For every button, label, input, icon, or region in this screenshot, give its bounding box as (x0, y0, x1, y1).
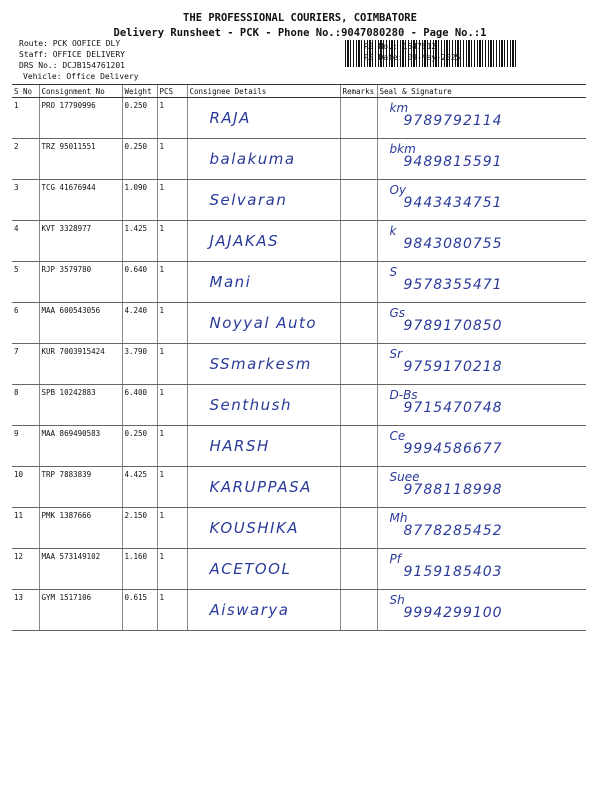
table-row (12, 303, 586, 344)
consignee-handwriting: Aiswarya (209, 601, 290, 619)
table-row (12, 344, 586, 385)
handwritten-phone-number: 9715470748 (403, 400, 503, 416)
signature-scribble: k (389, 224, 397, 238)
consignment-number-cell: PRO 17790996 (39, 98, 122, 139)
consignee-handwriting: Noyyal Auto (209, 314, 318, 332)
table-row (12, 385, 586, 426)
sno-cell: 3 (12, 180, 39, 221)
consignee-handwriting: ACETOOL (209, 560, 292, 578)
weight-cell: 0.250 (122, 426, 157, 467)
consignee-cell (187, 344, 340, 385)
sno-cell: 5 (12, 262, 39, 303)
rs-date-field: RS Date: 09-May-2025 (364, 53, 461, 62)
pcs-cell: 1 (157, 303, 187, 344)
handwritten-phone-number: 9578355471 (403, 277, 503, 293)
handwritten-phone-number: 9789170850 (403, 318, 503, 334)
weight-cell: 1.090 (122, 180, 157, 221)
route-field: Route: PCK OOFICE DLY (19, 39, 121, 48)
sno-cell: 1 (12, 98, 39, 139)
consignment-number-cell: KUR 7003915424 (39, 344, 122, 385)
consignment-number-cell: MAA 600543056 (39, 303, 122, 344)
consignee-handwriting: RAJA (209, 109, 251, 127)
signature-scribble: km (389, 101, 409, 115)
handwritten-phone-number: 9788118998 (403, 482, 503, 498)
col-sno-header: S No (12, 85, 39, 98)
weight-cell: 4.425 (122, 467, 157, 508)
handwritten-phone-number: 9489815591 (403, 154, 503, 170)
sno-cell: 6 (12, 303, 39, 344)
table-row (12, 139, 586, 180)
consignee-handwriting: Mani (209, 273, 252, 291)
pcs-cell: 1 (157, 344, 187, 385)
table-row (12, 426, 586, 467)
consignee-cell (187, 303, 340, 344)
remarks-cell (340, 303, 377, 344)
signature-scribble: D-Bs (389, 388, 418, 402)
consignment-number-cell: KVT 3328977 (39, 221, 122, 262)
consignee-cell (187, 180, 340, 221)
handwritten-phone-number: 9759170218 (403, 359, 503, 375)
table-row (12, 549, 586, 590)
consignee-handwriting: Senthush (209, 396, 292, 414)
signature-scribble: Sr (389, 347, 403, 361)
consignment-number-cell: MAA 869490583 (39, 426, 122, 467)
signature-scribble: Gs (389, 306, 406, 320)
signature-scribble: bkm (389, 142, 416, 156)
table-body (12, 98, 586, 631)
drs-number-field: DRS No.: DCJB154761201 (19, 61, 125, 70)
consignee-handwriting: KARUPPASA (209, 478, 312, 496)
pcs-cell: 1 (157, 549, 187, 590)
pcs-cell: 1 (157, 262, 187, 303)
runsheet-table (12, 84, 586, 631)
signature-scribble: Suee (389, 470, 420, 484)
seal-signature-cell (377, 303, 586, 344)
consignee-cell (187, 98, 340, 139)
seal-signature-cell (377, 426, 586, 467)
consignment-number-cell: PMK 1387666 (39, 508, 122, 549)
col-seal-header: Seal & Signature (377, 85, 586, 98)
weight-cell: 0.250 (122, 139, 157, 180)
runsheet-subtitle: Delivery Runsheet - PCK - Phone No.:9047080280 - Page No.:1 (113, 27, 487, 39)
table-row (12, 180, 586, 221)
sno-cell: 7 (12, 344, 39, 385)
sno-cell: 8 (12, 385, 39, 426)
weight-cell: 4.240 (122, 303, 157, 344)
consignment-number-cell: RJP 3579780 (39, 262, 122, 303)
consignment-number-cell: TRP 7883839 (39, 467, 122, 508)
pcs-cell: 1 (157, 139, 187, 180)
consignment-number-cell: SPB 10242883 (39, 385, 122, 426)
consignee-handwriting: balakuma (209, 150, 296, 168)
weight-cell: 1.160 (122, 549, 157, 590)
remarks-cell (340, 467, 377, 508)
table-row (12, 508, 586, 549)
sno-cell: 10 (12, 467, 39, 508)
handwritten-phone-number: 9159185403 (403, 564, 503, 580)
signature-scribble: S (389, 265, 398, 279)
col-pcs-header: PCS (157, 85, 187, 98)
seal-signature-cell (377, 590, 586, 631)
table-row (12, 262, 586, 303)
remarks-cell (340, 180, 377, 221)
handwritten-phone-number: 9843080755 (403, 236, 503, 252)
consignee-handwriting: HARSH (209, 437, 270, 455)
weight-cell: 6.400 (122, 385, 157, 426)
seal-signature-cell (377, 139, 586, 180)
table-row (12, 98, 586, 139)
consignee-cell (187, 426, 340, 467)
consignment-number-cell: MAA 573149102 (39, 549, 122, 590)
consignee-handwriting: SSmarkesm (209, 355, 312, 373)
consignment-number-cell: TRZ 95011551 (39, 139, 122, 180)
seal-signature-cell (377, 98, 586, 139)
remarks-cell (340, 590, 377, 631)
signature-scribble: Oy (389, 183, 407, 197)
consignee-cell (187, 590, 340, 631)
seal-signature-cell (377, 385, 586, 426)
seal-signature-cell (377, 549, 586, 590)
remarks-cell (340, 508, 377, 549)
col-weight-header: Weight (122, 85, 157, 98)
consignee-cell (187, 467, 340, 508)
seal-signature-cell (377, 180, 586, 221)
weight-cell: 0.640 (122, 262, 157, 303)
table-row (12, 467, 586, 508)
consignee-handwriting: JAJAKAS (209, 232, 279, 250)
remarks-cell (340, 549, 377, 590)
sno-cell: 11 (12, 508, 39, 549)
sno-cell: 4 (12, 221, 39, 262)
remarks-cell (340, 98, 377, 139)
consignee-cell (187, 139, 340, 180)
table-header-row (12, 85, 586, 98)
pcs-cell: 1 (157, 426, 187, 467)
pcs-cell: 1 (157, 98, 187, 139)
consignee-cell (187, 221, 340, 262)
pcs-cell: 1 (157, 467, 187, 508)
rs-number-field: RS No.: 1547612 (364, 42, 437, 51)
seal-signature-cell (377, 344, 586, 385)
remarks-cell (340, 385, 377, 426)
remarks-cell (340, 221, 377, 262)
signature-scribble: Mh (389, 511, 408, 525)
handwritten-phone-number: 9994299100 (403, 605, 503, 621)
consignment-number-cell: TCG 41676944 (39, 180, 122, 221)
consignee-cell (187, 508, 340, 549)
col-consignment-header: Consignment No (39, 85, 122, 98)
signature-scribble: Pf (389, 552, 401, 566)
seal-signature-cell (377, 221, 586, 262)
pcs-cell: 1 (157, 385, 187, 426)
pcs-cell: 1 (157, 221, 187, 262)
remarks-cell (340, 262, 377, 303)
seal-signature-cell (377, 262, 586, 303)
pcs-cell: 1 (157, 590, 187, 631)
weight-cell: 3.790 (122, 344, 157, 385)
vehicle-field: Vehicle: Office Delivery (23, 72, 139, 81)
consignment-number-cell: GYM 1517106 (39, 590, 122, 631)
consignee-handwriting: Selvaran (209, 191, 288, 209)
handwritten-phone-number: 9789792114 (403, 113, 503, 129)
seal-signature-cell (377, 508, 586, 549)
sno-cell: 9 (12, 426, 39, 467)
signature-scribble: Sh (389, 593, 405, 607)
consignee-cell (187, 549, 340, 590)
staff-field: Staff: OFFICE DELIVERY (19, 50, 125, 59)
sno-cell: 2 (12, 139, 39, 180)
signature-scribble: Ce (389, 429, 406, 443)
col-consignee-header: Consignee Details (187, 85, 340, 98)
sno-cell: 12 (12, 549, 39, 590)
runsheet-title: THE PROFESSIONAL COURIERS, COIMBATORE (183, 12, 417, 24)
weight-cell: 0.615 (122, 590, 157, 631)
consignee-cell (187, 385, 340, 426)
weight-cell: 0.250 (122, 98, 157, 139)
handwritten-phone-number: 9443434751 (403, 195, 503, 211)
consignee-handwriting: KOUSHIKA (209, 519, 300, 537)
table-row (12, 221, 586, 262)
handwritten-phone-number: 9994586677 (403, 441, 503, 457)
seal-signature-cell (377, 467, 586, 508)
remarks-cell (340, 344, 377, 385)
weight-cell: 1.425 (122, 221, 157, 262)
pcs-cell: 1 (157, 180, 187, 221)
sno-cell: 13 (12, 590, 39, 631)
weight-cell: 2.150 (122, 508, 157, 549)
remarks-cell (340, 426, 377, 467)
handwritten-phone-number: 8778285452 (403, 523, 503, 539)
remarks-cell (340, 139, 377, 180)
consignee-cell (187, 262, 340, 303)
pcs-cell: 1 (157, 508, 187, 549)
table-row (12, 590, 586, 631)
col-remarks-header: Remarks (340, 85, 377, 98)
